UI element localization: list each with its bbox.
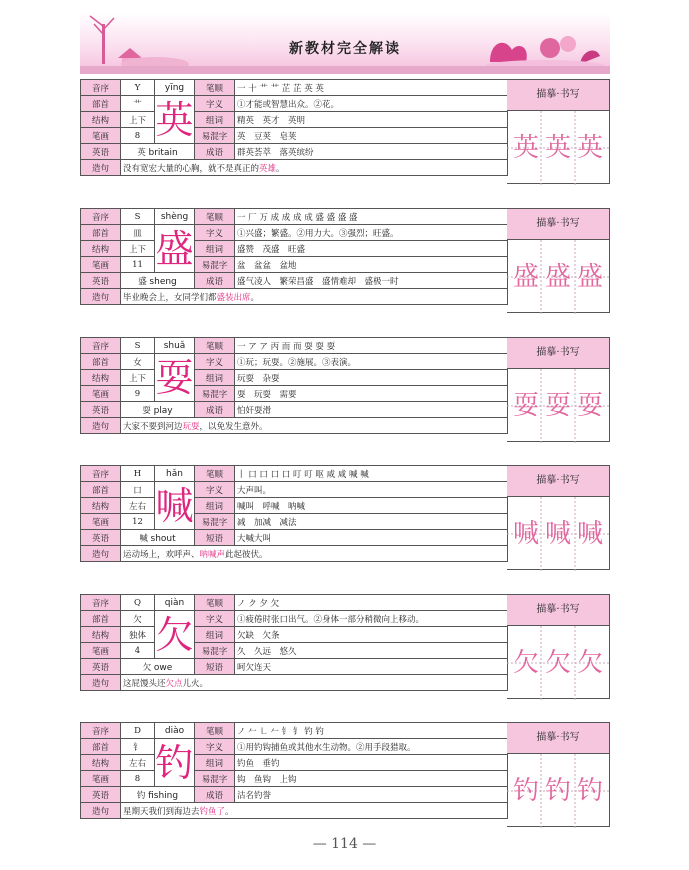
label-yingyu: 英语 [81,402,121,418]
label-phrase: 短语 [195,530,235,546]
pinyin: qiàn [155,595,195,611]
label-yingyu: 英语 [81,144,121,160]
tracing-char[interactable]: 喊 [544,519,571,549]
example-sentence [121,546,508,562]
radical-value: 艹 [121,96,155,112]
label-phrase: 短语 [195,659,235,675]
pinyin: shuǎ [155,338,195,354]
label-yinxu: 音序 [81,338,121,354]
label-bihua: 笔画 [81,771,121,787]
stroke-order: ノ 𠂉 ㇗ 𠂉 钅 钅 钓 钓 [235,723,508,739]
word-group: 钓鱼 垂钓 [235,755,508,771]
english-char: 钓 [136,790,146,801]
label-ziyi: 字义 [195,225,235,241]
radical-value: 皿 [121,225,155,241]
yinxu-value: H [121,466,155,482]
idioms: 大喊大叫 [235,530,508,546]
character-entry [80,465,610,562]
practice-panel [507,722,610,827]
label-bihua: 笔画 [81,386,121,402]
stroke-count: 4 [121,643,155,659]
label-bihua: 笔画 [81,643,121,659]
structure-value: 上下 [121,241,155,257]
label-yihunzi: 易混字 [195,257,235,273]
label-yinxu: 音序 [81,80,121,96]
label-zaoju: 造句 [81,418,121,434]
label-bishun: 笔顺 [195,209,235,225]
english-char: 喊 [139,533,148,544]
character-info-table [80,208,508,305]
sentence-highlight: 英雄 [259,163,277,174]
main-character: 钓 [155,740,194,785]
practice-chars [507,497,609,571]
confusable-chars: 盆 盆盆 盆地 [235,257,508,273]
label-jiegou: 结构 [81,498,121,514]
sentence-highlight: 钓鱼了 [199,806,226,817]
label-bushou: 部首 [81,225,121,241]
tracing-char[interactable]: 钓 [544,776,571,806]
character-entry [80,337,610,434]
structure-value: 独体 [121,627,155,643]
stroke-count: 8 [121,128,155,144]
confusable-chars: 久 久远 悠久 [235,643,508,659]
confusable-chars: 减 加减 减法 [235,514,508,530]
tracing-char[interactable]: 盛 [576,262,603,292]
label-phrase: 成语 [195,144,235,160]
practice-panel [507,337,610,442]
word-group: 玩耍 杂耍 [235,370,508,386]
practice-title: 描摹·书写 [507,723,609,754]
tracing-char[interactable]: 英 [576,133,603,163]
tracing-char[interactable]: 耍 [576,391,603,421]
stroke-count: 12 [121,514,155,530]
label-zaoju: 造句 [81,675,121,691]
sentence-highlight: 玩耍 [182,421,200,432]
practice-title: 描摹·书写 [507,595,609,626]
label-bushou: 部首 [81,96,121,112]
stroke-count: 9 [121,386,155,402]
label-bihua: 笔画 [81,257,121,273]
label-bushou: 部首 [81,482,121,498]
meaning: ①玩；玩耍。②施展。③表演。 [235,354,508,370]
sentence-after: 。 [276,163,285,174]
practice-chars [507,626,609,700]
label-bishun: 笔顺 [195,466,235,482]
label-ziyi: 字义 [195,354,235,370]
character-entry [80,594,610,691]
radical-value: 欠 [121,611,155,627]
character-info-table [80,79,508,176]
practice-panel [507,208,610,313]
example-sentence [121,418,508,434]
header-stripe [80,66,610,74]
label-yingyu: 英语 [81,659,121,675]
idioms: 群英荟萃 落英缤纷 [235,144,508,160]
english-value [121,273,195,289]
radical-value: 钅 [121,739,155,755]
english-value [121,402,195,418]
label-yihunzi: 易混字 [195,386,235,402]
label-bishun: 笔顺 [195,595,235,611]
tracing-char[interactable]: 钓 [512,776,539,806]
sentence-after: 。 [225,806,234,817]
example-sentence [121,289,508,305]
structure-value: 左右 [121,498,155,514]
tracing-char[interactable]: 钓 [576,776,603,806]
yinxu-value: Y [121,80,155,96]
label-yinxu: 音序 [81,209,121,225]
label-zuci: 组词 [195,112,235,128]
english-value [121,530,195,546]
label-jiegou: 结构 [81,112,121,128]
label-ziyi: 字义 [195,96,235,112]
label-bishun: 笔顺 [195,723,235,739]
tracing-char[interactable]: 欠 [576,648,603,678]
idioms: 沽名钓誉 [235,787,508,803]
character-info-table [80,722,508,819]
meaning: 大声叫。 [235,482,508,498]
practice-title: 描摹·书写 [507,338,609,369]
example-sentence [121,675,508,691]
sentence-before: 没有宽宏大量的心胸，就不是真正的 [123,163,260,174]
character-info-table [80,465,508,562]
english-word: shout [150,533,176,544]
label-bishun: 笔顺 [195,338,235,354]
practice-chars [507,754,609,828]
pinyin: yīng [155,80,195,96]
label-yingyu: 英语 [81,787,121,803]
word-group: 喊叫 呼喊 呐喊 [235,498,508,514]
sentence-highlight: 盛装出席 [216,292,251,303]
label-bihua: 笔画 [81,514,121,530]
practice-chars [507,369,609,443]
label-yinxu: 音序 [81,723,121,739]
sentence-after: ，以免发生意外。 [199,421,268,432]
english-word: play [153,405,173,416]
stroke-order: 一 十 艹 艹 芷 芷 英 英 [235,80,508,96]
label-yingyu: 英语 [81,530,121,546]
example-sentence [121,803,508,819]
tracing-char[interactable]: 喊 [512,519,539,549]
practice-title: 描摹·书写 [507,80,609,111]
tracing-char[interactable]: 耍 [512,391,539,421]
confusable-chars: 英 豆荚 皂荚 [235,128,508,144]
stroke-order: ノ ク 夕 欠 [235,595,508,611]
label-yihunzi: 易混字 [195,514,235,530]
english-char: 耍 [142,405,151,416]
label-phrase: 成语 [195,273,235,289]
label-zaoju: 造句 [81,289,121,305]
stroke-count: 8 [121,771,155,787]
label-ziyi: 字义 [195,482,235,498]
practice-panel [507,79,610,184]
label-yinxu: 音序 [81,466,121,482]
label-yihunzi: 易混字 [195,643,235,659]
label-zuci: 组词 [195,241,235,257]
label-jiegou: 结构 [81,370,121,386]
practice-title: 描摹·书写 [507,209,609,240]
sentence-before: 毕业晚会上，女同学们都 [123,292,217,303]
label-zaoju: 造句 [81,160,121,176]
word-group: 盛赞 茂盛 旺盛 [235,241,508,257]
sentence-highlight: 呐喊声 [199,549,226,560]
practice-chars [507,111,609,185]
page-number: — 114 — [312,836,377,852]
flower-illustration [450,12,610,74]
label-bushou: 部首 [81,354,121,370]
label-jiegou: 结构 [81,755,121,771]
main-character: 喊 [155,483,194,528]
label-bishun: 笔顺 [195,80,235,96]
tracing-char[interactable]: 英 [512,133,539,163]
main-character: 盛 [155,226,194,271]
idioms: 呵欠连天 [235,659,508,675]
label-zuci: 组词 [195,498,235,514]
tracing-char[interactable]: 盛 [512,262,539,292]
word-group: 精英 英才 英明 [235,112,508,128]
label-yihunzi: 易混字 [195,128,235,144]
sentence-before: 大家不要到河边 [123,421,183,432]
meaning: ①才能或智慧出众。②花。 [235,96,508,112]
label-phrase: 成语 [195,787,235,803]
practice-panel [507,594,610,699]
pinyin: diào [155,723,195,739]
stroke-count: 11 [121,257,155,273]
english-value [121,787,195,803]
pinyin: shèng [155,209,195,225]
main-character: 欠 [155,612,194,657]
structure-value: 上下 [121,112,155,128]
english-char: 英 [137,147,146,158]
page-header [80,12,610,74]
practice-chars [507,240,609,314]
character-entry [80,208,610,305]
yinxu-value: S [121,209,155,225]
confusable-chars: 钩 鱼钩 上钩 [235,771,508,787]
page-header-title: 新教材完全解读 [289,41,401,57]
label-ziyi: 字义 [195,739,235,755]
label-zaoju: 造句 [81,803,121,819]
main-character: 英 [155,97,194,142]
word-group: 欠缺 欠条 [235,627,508,643]
sentence-before: 星期天我们到海边去 [123,806,200,817]
pinyin: hǎn [155,466,195,482]
english-word: fishing [148,790,179,801]
tracing-char[interactable]: 英 [544,133,571,163]
english-word: britain [148,147,178,158]
label-yinxu: 音序 [81,595,121,611]
confusable-chars: 耍 玩耍 需要 [235,386,508,402]
label-jiegou: 结构 [81,627,121,643]
sentence-after: 儿火。 [182,678,209,689]
label-yihunzi: 易混字 [195,771,235,787]
stroke-order: 一 ア ア 丙 而 而 耍 耍 耍 [235,338,508,354]
english-value [121,659,195,675]
main-character: 耍 [155,355,194,400]
tracing-char[interactable]: 耍 [544,391,571,421]
english-char: 盛 [138,276,147,287]
label-bihua: 笔画 [81,128,121,144]
character-info-table [80,337,508,434]
idioms: 怕奸耍滑 [235,402,508,418]
label-bushou: 部首 [81,611,121,627]
meaning: ①用钓钩捕鱼或其他水生动物。②用手段猎取。 [235,739,508,755]
radical-value: 口 [121,482,155,498]
sentence-before: 这屁馒头还 [123,678,166,689]
sentence-after: 此起彼伏。 [225,549,268,560]
example-sentence [121,160,508,176]
stroke-order: 丨 口 口 口 口 叮 叮 呕 咸 咸 喊 喊 [235,466,508,482]
tracing-char[interactable]: 欠 [544,648,571,678]
yinxu-value: Q [121,595,155,611]
yinxu-value: S [121,338,155,354]
structure-value: 上下 [121,370,155,386]
yinxu-value: D [121,723,155,739]
practice-title: 描摹·书写 [507,466,609,497]
label-zuci: 组词 [195,627,235,643]
label-zaoju: 造句 [81,546,121,562]
sentence-after: 。 [250,292,260,303]
label-jiegou: 结构 [81,241,121,257]
tracing-char[interactable]: 欠 [512,648,539,678]
sentence-highlight: 欠点 [165,678,183,689]
english-char: 欠 [142,662,152,673]
stroke-order: 一 厂 万 成 成 成 成 盛 盛 盛 盛 [235,209,508,225]
label-ziyi: 字义 [195,611,235,627]
label-zuci: 组词 [195,370,235,386]
meaning: ①疲倦时张口出气。②身体一部分稍微向上移动。 [235,611,508,627]
character-entry [80,722,610,819]
label-zuci: 组词 [195,755,235,771]
meaning: ①兴盛；繁盛。②用力大。③强烈；旺盛。 [235,225,508,241]
sentence-before: 运动场上，欢呼声、 [123,549,200,560]
label-bushou: 部首 [81,739,121,755]
character-entry [80,79,610,176]
english-word: sheng [149,276,177,287]
structure-value: 左右 [121,755,155,771]
practice-panel [507,465,610,570]
label-yingyu: 英语 [81,273,121,289]
character-info-table [80,594,508,691]
english-word: owe [153,662,173,673]
tracing-char[interactable]: 盛 [544,262,571,292]
tracing-char[interactable]: 喊 [576,519,603,549]
idioms: 盛气凌人 繁荣昌盛 盛情难却 盛极一时 [235,273,508,289]
label-phrase: 成语 [195,402,235,418]
radical-value: 女 [121,354,155,370]
english-value [121,144,195,160]
